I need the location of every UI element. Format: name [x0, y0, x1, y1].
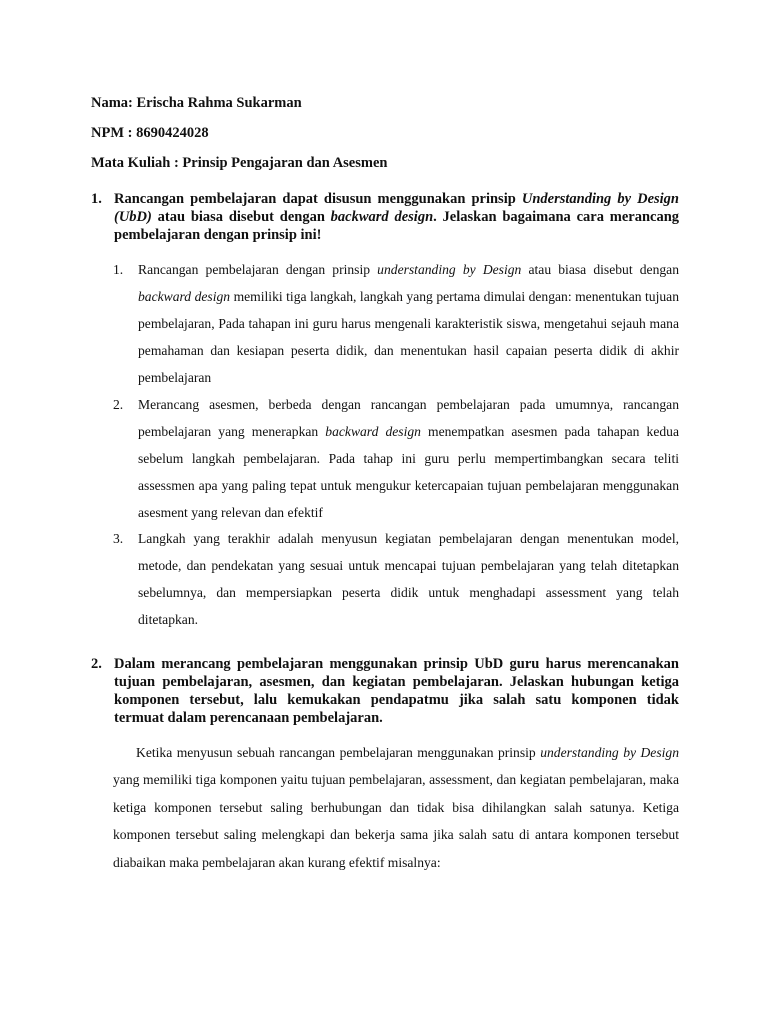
paragraph-emphasis: understanding by Design — [540, 745, 679, 760]
answer-1-item — [113, 525, 679, 633]
list-item-number: 3. — [113, 531, 124, 546]
list-item-text — [138, 256, 679, 391]
answer-1-item — [113, 391, 679, 526]
question-1-number: 1. — [91, 191, 102, 207]
paragraph-text-part: yang memiliki tiga komponen yaitu tujuan pembelajaran, assessment, dan kegiatan pembelajaran, maka ketiga komponen tersebut saling berhubungan dan tidak bisa dihilangkan salah satunya. Ketiga komponen tersebut saling melengkapi dan bekerja sama jika salah satu di antara komponen tersebut diabaikan maka pembelajaran akan kurang efektif misalnya: — [113, 772, 679, 870]
question-2-text-part: Dalam merancang pembelajaran menggunakan prinsip UbD guru harus merencanakan tujuan pembelajaran, asesmen, dan kegiatan pembelajaran. Jelaskan hubungan ketiga komponen tersebut, lalu kemukakan pendapatmu jika salah satu komponen tidak — [114, 656, 679, 708]
question-1-text — [114, 190, 679, 244]
list-item-emphasis: understanding by Design — [377, 262, 522, 277]
list-item-text-part: menempatkan asesmen pada tahapan kedua sebelum langkah pembelajaran. Pada tahap ini guru perlu mempertimbangkan secara teliti assessmen apa yang paling tepat untuk mengukur ketercapaian tujuan pembelajaran menggunakan asesment yang relevan dan efektif — [138, 424, 679, 520]
paragraph-text-part: Ketika menyusun sebuah rancangan pembelajaran menggunakan prinsip — [136, 745, 541, 760]
answer-2-paragraph — [113, 739, 679, 876]
course-title: Mata Kuliah : Prinsip Pengajaran dan Asesmen — [91, 155, 388, 171]
list-item-number: 1. — [113, 262, 124, 277]
question-1-emphasis: Understanding by Design (UbD) — [114, 191, 679, 225]
list-item-text-part: Merancang asesmen, berbeda dengan rancangan pembelajaran pada umumnya, rancangan pembelajaran yang menerapkan — [138, 397, 679, 439]
list-item-number: 2. — [113, 397, 124, 412]
student-npm: NPM : 8690424028 — [91, 125, 209, 141]
list-item-text: Langkah yang terakhir adalah menyusun kegiatan pembelajaran dengan menentukan model, metode, dan pendekatan yang sesuai untuk mencapai tujuan pembelajaran yang telah ditetapkan sebelumnya, dan mempersiapkan peserta didik untuk menghadapi assessment yang telah ditetapkan. — [138, 531, 679, 627]
question-1 — [91, 190, 679, 244]
list-item-emphasis: backward design — [138, 289, 231, 304]
question-1-text-part: atau biasa disebut dengan — [151, 209, 331, 225]
question-1-text-part: . Jelaskan bagaimana cara merancang pembelajaran dengan prinsip ini! — [114, 209, 680, 243]
question-2-text — [114, 655, 679, 727]
list-item-text — [138, 391, 679, 526]
question-2-text-part: termuat dalam perencanaan pembelajaran. — [114, 710, 383, 726]
student-name: Nama: Erischa Rahma Sukarman — [91, 95, 302, 111]
question-1-emphasis: backward design — [330, 209, 434, 225]
question-2-number: 2. — [91, 656, 102, 672]
question-2 — [91, 655, 679, 727]
list-item-emphasis: backward design — [325, 424, 421, 439]
answer-1-item — [113, 256, 679, 391]
list-item-text-part: atau biasa disebut dengan — [521, 262, 679, 277]
list-item-text-part: Rancangan pembelajaran dengan prinsip — [138, 262, 378, 277]
question-1-text-part: Rancangan pembelajaran dapat disusun menggunakan prinsip — [114, 191, 522, 207]
list-item-text-part: memiliki tiga langkah, langkah yang pertama dimulai dengan: menentukan tujuan pembelajaran, Pada tahapan ini guru harus mengenali karakteristik siswa, mengetahui sejauh mana pemahaman dan kesiapan peserta didik, dan menentukan hasil capaian peserta didik di akhir pembelajaran — [138, 289, 680, 385]
